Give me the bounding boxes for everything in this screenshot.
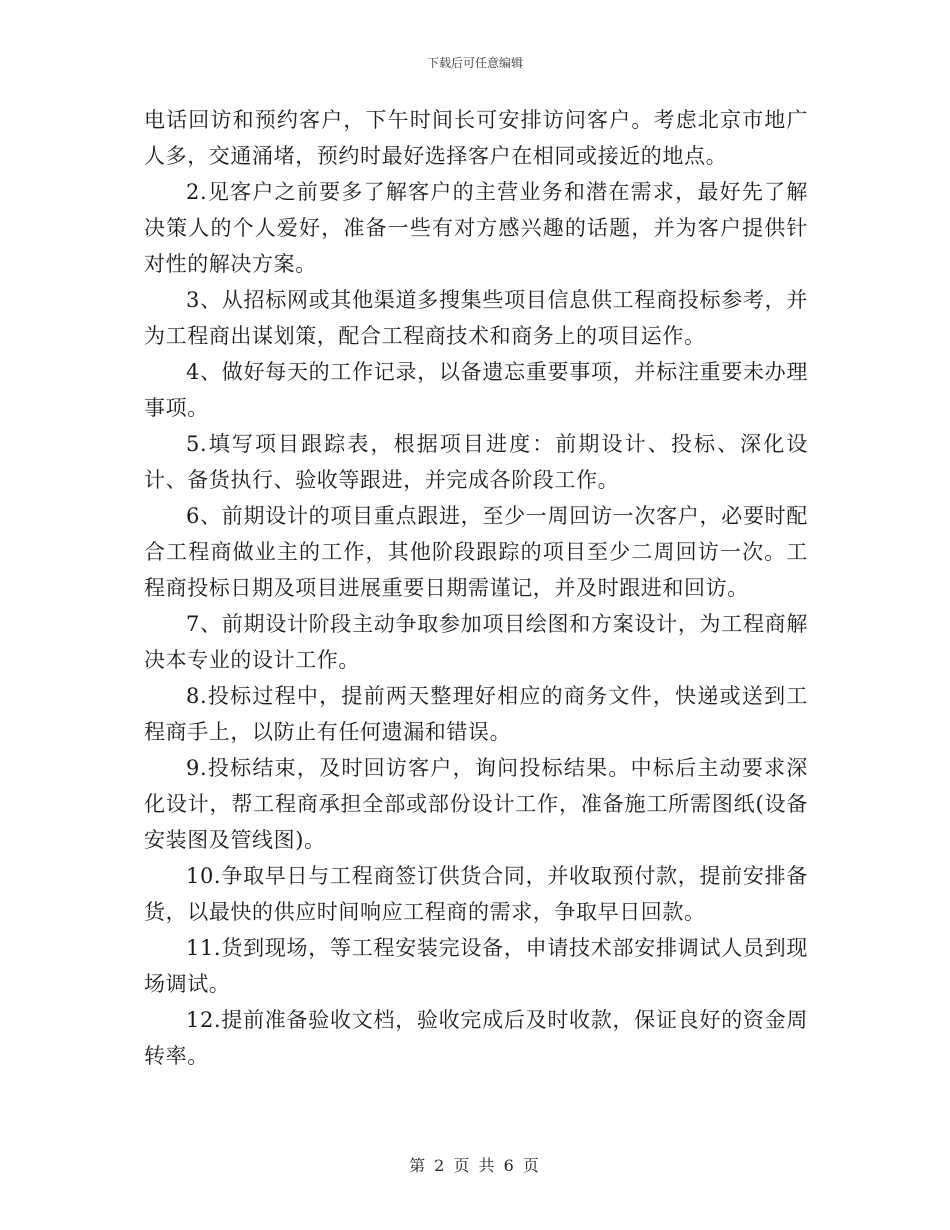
paragraph-item-11: 11.货到现场，等工程安装完设备，申请技术部安排调试人员到现场调试。 bbox=[144, 936, 808, 996]
paragraph-continuation: 电话回访和预约客户，下午时间长可安排访问客户。考虑北京市地广人多，交通涌堵，预约时最好选择客户在相同或接近的地点。 bbox=[144, 108, 808, 168]
paragraph-item-2: 2.见客户之前要多了解客户的主营业务和潜在需求，最好先了解决策人的个人爱好，准备一些有对方感兴趣的话题，并为客户提供针对性的解决方案。 bbox=[144, 180, 808, 276]
paragraph-item-6: 6、前期设计的项目重点跟进，至少一周回访一次客户，必要时配合工程商做业主的工作，其他阶段跟踪的项目至少二周回访一次。工程商投标日期及项目进展重要日期需谨记，并及时跟进和回访。 bbox=[144, 504, 808, 600]
paragraph-item-7: 7、前期设计阶段主动争取参加项目绘图和方案设计，为工程商解决本专业的设计工作。 bbox=[144, 612, 808, 672]
paragraph-item-12: 12.提前准备验收文档，验收完成后及时收款，保证良好的资金周转率。 bbox=[144, 1008, 808, 1068]
paragraph-item-10: 10.争取早日与工程商签订供货合同，并收取预付款，提前安排备货，以最快的供应时间响应工程商的需求，争取早日回款。 bbox=[144, 864, 808, 924]
document-body bbox=[144, 102, 808, 1074]
paragraph-item-5: 5.填写项目跟踪表，根据项目进度：前期设计、投标、深化设计、备货执行、验收等跟进，并完成各阶段工作。 bbox=[144, 432, 808, 492]
paragraph-item-8: 8.投标过程中，提前两天整理好相应的商务文件，快递或送到工程商手上，以防止有任何遗漏和错误。 bbox=[144, 684, 808, 744]
paragraph-item-9: 9.投标结束，及时回访客户，询问投标结果。中标后主动要求深化设计，帮工程商承担全部或部份设计工作，准备施工所需图纸(设备安装图及管线图)。 bbox=[144, 756, 808, 852]
paragraph-item-4: 4、做好每天的工作记录，以备遗忘重要事项，并标注重要未办理事项。 bbox=[144, 360, 808, 420]
paragraph-item-3: 3、从招标网或其他渠道多搜集些项目信息供工程商投标参考，并为工程商出谋划策，配合工程商技术和商务上的项目运作。 bbox=[144, 288, 808, 348]
page-number-footer: 第 2 页 共 6 页 bbox=[409, 1156, 541, 1175]
page-header-note: 下载后可任意编辑 bbox=[426, 56, 523, 70]
